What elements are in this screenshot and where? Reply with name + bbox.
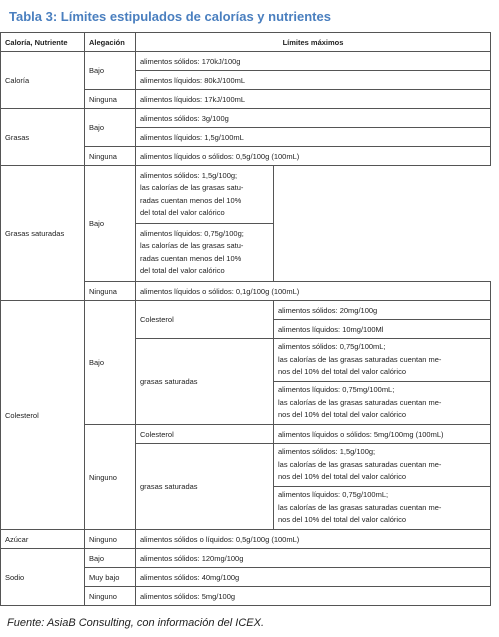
limit-cell: alimentos líquidos: 10mg/100Ml: [274, 320, 491, 339]
limit-cell: alimentos sólidos: 20mg/100g: [274, 301, 491, 320]
limit-cell: alimentos sólidos: 40mg/100g: [136, 568, 491, 587]
header-claim: Alegación: [85, 33, 136, 52]
limit-cell: alimentos líquidos: 17kJ/100mL: [136, 90, 491, 109]
nutrient-fats: Grasas: [1, 109, 85, 166]
limit-line: las calorías de las grasas saturadas cuentan me-: [278, 397, 442, 407]
limit-cell: [136, 166, 274, 224]
table-row: [1, 301, 491, 320]
claim-sodium-ninguno: Ninguno: [85, 587, 136, 606]
nutrient-sodium: Sodio: [1, 549, 85, 606]
limit-cell: alimentos líquidos o sólidos: 5mg/100mg (100mL): [274, 425, 491, 444]
limit-line: alimentos sólidos: 0,75g/100mL;: [278, 342, 386, 352]
limit-cell: alimentos sólidos: 5mg/100g: [136, 587, 491, 606]
claim-sat-ninguna: Ninguna: [85, 282, 136, 301]
limit-line: alimentos sólidos: 1,5g/100g;: [278, 447, 376, 457]
limit-line: alimentos líquidos: 0,75g/100g;: [140, 228, 244, 238]
limit-line: del total del valor calórico: [140, 266, 225, 275]
claim-sodium-muy-bajo: Muy bajo: [85, 568, 136, 587]
limit-cell: alimentos sólidos: 120mg/100g: [136, 549, 491, 568]
table-row: [1, 166, 491, 224]
limit-line: nos del 10% del total del valor calórico: [278, 410, 406, 420]
limit-cell: [136, 224, 274, 282]
limit-cell: alimentos sólidos: 170kJ/100g: [136, 52, 491, 71]
table-row: [1, 52, 491, 71]
limit-line: nos del 10% del total del valor calórico: [278, 367, 406, 377]
nutrient-saturated-fats: Grasas saturadas: [1, 166, 85, 301]
limit-cell: alimentos líquidos: 1,5g/100mL: [136, 128, 491, 147]
table-title: Tabla 3: Límites estipulados de calorías y nutrientes: [9, 9, 331, 24]
limit-line: las calorías de las grasas satu-: [140, 241, 244, 250]
sub-saturated-fats: grasas saturadas: [136, 339, 274, 425]
limit-line: del total del valor calórico: [140, 208, 225, 217]
nutrient-sugar: Azúcar: [1, 530, 85, 549]
limit-cell: [274, 382, 491, 425]
limit-cell: [274, 339, 491, 382]
table-row: [1, 549, 491, 568]
claim-chol-ninguno: Ninguno: [85, 425, 136, 530]
table-row: [1, 530, 491, 549]
limit-cell: [274, 444, 491, 487]
limit-line: nos del 10% del total del valor calórico: [278, 515, 406, 525]
limit-line: nos del 10% del total del valor calórico: [278, 472, 406, 482]
limit-cell: alimentos líquidos: 80kJ/100mL: [136, 71, 491, 90]
limit-line: las calorías de las grasas saturadas cuentan me-: [278, 354, 442, 364]
sub-cholesterol: Colesterol: [136, 425, 274, 444]
limit-cell: alimentos sólidos o líquidos: 0,5g/100g (100mL): [136, 530, 491, 549]
claim-fats-bajo: Bajo: [85, 109, 136, 147]
limit-line: radas cuentan menos del 10%: [140, 253, 242, 263]
source-footnote: Fuente: AsiaB Consulting, con información del ICEX.: [7, 617, 265, 629]
empty-cell: [274, 166, 491, 224]
nutrient-calories: Caloría: [1, 52, 85, 109]
empty-cell: [274, 224, 491, 282]
limit-line: alimentos sólidos: 1,5g/100g;: [140, 170, 238, 180]
claim-fats-ninguna: Ninguna: [85, 147, 136, 166]
limit-line: las calorías de las grasas saturadas cuentan me-: [278, 459, 442, 469]
nutrient-cholesterol: Colesterol: [1, 301, 85, 530]
claim-sugar-ninguno: Ninguno: [85, 530, 136, 549]
claim-calories-ninguna: Ninguna: [85, 90, 136, 109]
limit-line: alimentos líquidos: 0,75mg/100mL;: [278, 385, 395, 395]
limit-cell: alimentos sólidos: 3g/100g: [136, 109, 491, 128]
claim-chol-bajo: Bajo: [85, 301, 136, 425]
limit-cell: alimentos líquidos o sólidos: 0,5g/100g (100mL): [136, 147, 491, 166]
limit-cell: [274, 487, 491, 530]
limit-line: radas cuentan menos del 10%: [140, 195, 242, 205]
sub-cholesterol: Colesterol: [136, 301, 274, 339]
limit-line: las calorías de las grasas saturadas cuentan me-: [278, 502, 442, 512]
limit-line: las calorías de las grasas satu-: [140, 183, 244, 192]
header-nutrient: Caloría, Nutriente: [1, 33, 85, 52]
sub-saturated-fats: grasas saturadas: [136, 444, 274, 530]
limit-cell: alimentos líquidos o sólidos: 0,1g/100g (100mL): [136, 282, 491, 301]
table-row: [1, 109, 491, 128]
claim-sodium-bajo: Bajo: [85, 549, 136, 568]
claim-sat-bajo: Bajo: [85, 166, 136, 282]
limit-line: alimentos líquidos: 0,75g/100mL;: [278, 490, 389, 500]
limits-table: [0, 32, 491, 606]
header-row: [1, 33, 491, 52]
header-limits: Límites máximos: [136, 33, 491, 52]
claim-calories-bajo: Bajo: [85, 52, 136, 90]
